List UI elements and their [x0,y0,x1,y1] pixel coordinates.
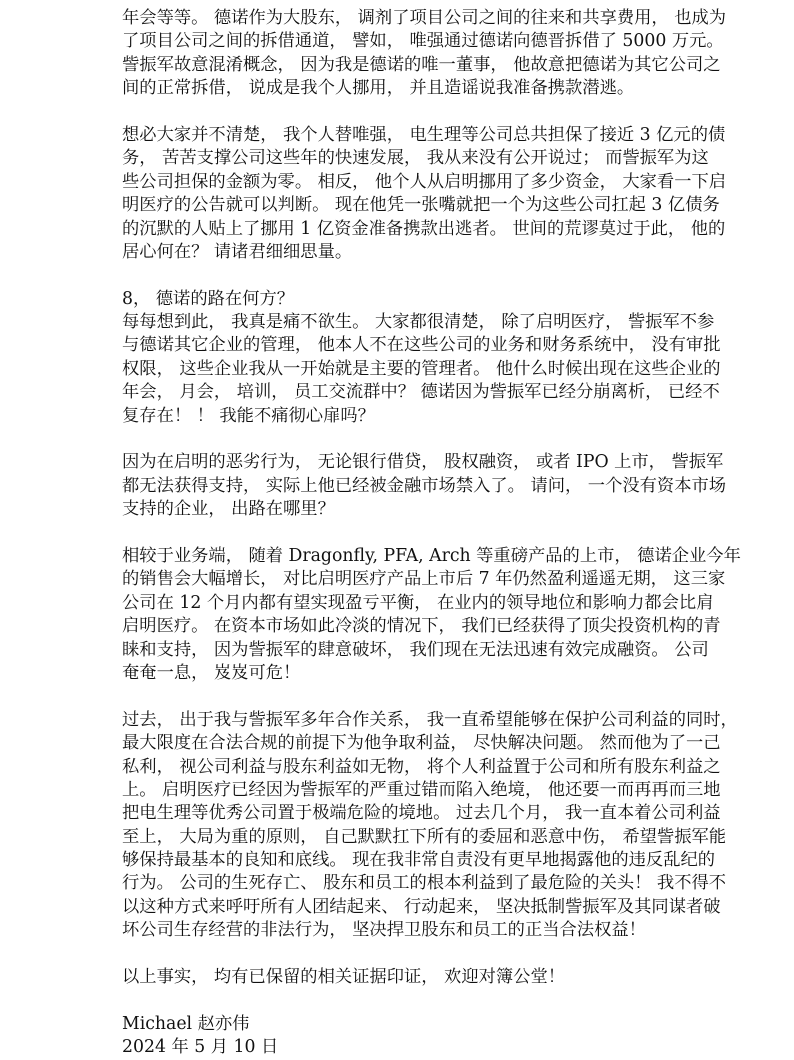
paragraph-gap [122,989,754,1012]
text-line: 訾振军故意混淆概念， 因为我是德诺的唯一董事， 他故意把德诺为其它公司之 [122,54,721,75]
text-line: 最大限度在合法合规的前提下为他争取利益， 尽快解决问题。 然而他为了一己 [122,733,721,754]
text-line: 睐和支持， 因为訾振军的肆意破坏， 我们现在无法迅速有效完成融资。 公司 [122,639,709,660]
text-line: 把电生理等优秀公司置于极端危险的境地。 过去几个月， 我一直本着公司利益 [122,803,721,824]
paragraph-2 [122,124,754,264]
text-line: 了项目公司之间的拆借通道， 譬如， 唯强通过德诺向德晋拆借了 5000 万元。 [122,31,724,52]
text-line: 奄奄一息， 岌岌可危！ [122,662,301,683]
paragraph-6 [122,709,754,943]
text-line: 些公司担保的金额为零。 相反， 他个人从启明挪用了多少资金， 大家看一下启 [122,171,727,192]
signature-name: Michael 赵亦伟 [122,1013,250,1034]
text-line: 每每想到此， 我真是痛不欲生。 大家都很清楚， 除了启明医疗， 訾振军不参 [122,312,715,333]
text-line: 以这种方式来呼吁所有人团结起来、 行动起来， 坚决抵制訾振军及其同谋者破 [122,896,721,917]
text-line: 坏公司生存经营的非法行为， 坚决捍卫股东和员工的正当合法权益！ [122,920,646,941]
text-line: 权限， 这些企业我从一开始就是主要的管理者。 他什么时候出现在这些企业的 [122,358,721,379]
text-line: 支持的企业， 出路在哪里？ [122,499,335,520]
signature-date: 2024 年 5 月 10 日 [122,1037,279,1058]
signature-block [122,1013,754,1060]
text-line: 都无法获得支持， 实际上他已经被金融市场禁入了。 请问， 一个没有资本市场 [122,475,727,496]
text-line: 的沉默的人贴上了挪用 1 亿资金准备携款出逃者。 世间的荒谬莫过于此， 他的 [122,218,726,239]
paragraph-gap [122,685,754,708]
text-line: 年会等等。 德诺作为大股东， 调剂了项目公司之间的往来和共享费用， 也成为 [122,8,727,28]
text-line: 行为。 公司的生死存亡、 股东和员工的根本利益到了最危险的关头！ 我不得不 [122,873,727,894]
paragraph-7 [122,966,754,989]
paragraph-1 [122,7,754,101]
text-line: 居心何在？ 请诸君细细思量。 [122,241,353,262]
text-line: 复存在！ ！ 我能不痛彻心扉吗？ [122,405,375,426]
text-line: 间的正常拆借， 说成是我个人挪用， 并且造谣说我准备携款潜逃。 [122,78,635,99]
text-line: 私利， 视公司利益与股东利益如无物， 将个人利益置于公司和所有股东利益之 [122,756,721,777]
text-line: 够保持最基本的良知和底线。 现在我非常自责没有更早地揭露他的违反乱纪的 [122,850,716,871]
text-line: 相较于业务端， 随着 Dragonfly, PFA, Arch 等重磅产品的上市， 德诺企业今年 [122,545,741,566]
text-line: 公司在 12 个月内都有望实现盈亏平衡， 在业内的领导地位和影响力都会比肩 [122,592,714,613]
text-line: 年会， 月会， 培训， 员工交流群中？ 德诺因为訾振军已经分崩离析， 已经不 [122,382,720,403]
paragraph-gap [122,264,754,287]
text-line: 启明医疗。 在资本市场如此冷淡的情况下， 我们已经获得了顶尖投资机构的青 [122,616,721,637]
text-line: 务， 苦苦支撑公司这些年的快速发展， 我从来没有公开说过； 而訾振军为这 [122,148,709,169]
text-line: 以上事实， 均有已保留的相关证据印证， 欢迎对簿公堂！ [122,967,566,988]
text-line: 明医疗的公告就可以判断。 现在他凭一张嘴就把一个为这些公司扛起 3 亿债务 [122,195,720,216]
paragraph-gap [122,522,754,545]
text-line: 的销售会大幅增长， 对比启明医疗产品上市后 7 年仍然盈利遥遥无期， 这三家 [122,569,726,590]
paragraph-5 [122,545,754,685]
section-heading: 8， 德诺的路在何方？ [122,288,295,309]
paragraph-gap [122,101,754,124]
paragraph-gap [122,943,754,966]
text-line: 过去， 出于我与訾振军多年合作关系， 我一直希望能够在保护公司利益的同时， [122,709,738,730]
text-line: 上。 启明医疗已经因为訾振军的严重过错而陷入绝境， 他还要一而再再而三地 [122,779,721,800]
paragraph-3 [122,288,754,428]
paragraph-gap [122,428,754,451]
text-line: 因为在启明的恶劣行为， 无论银行借贷， 股权融资， 或者 IPO 上市， 訾振军 [122,452,724,473]
text-line: 与德诺其它企业的管理， 他本人不在这些公司的业务和财务系统中， 没有审批 [122,335,721,356]
text-line: 至上， 大局为重的原则， 自己默默扛下所有的委屈和恶意中伤， 希望訾振军能 [122,826,727,847]
text-line: 想必大家并不清楚， 我个人替唯强， 电生理等公司总共担保了接近 3 亿元的债 [122,124,726,145]
paragraph-4 [122,451,754,521]
